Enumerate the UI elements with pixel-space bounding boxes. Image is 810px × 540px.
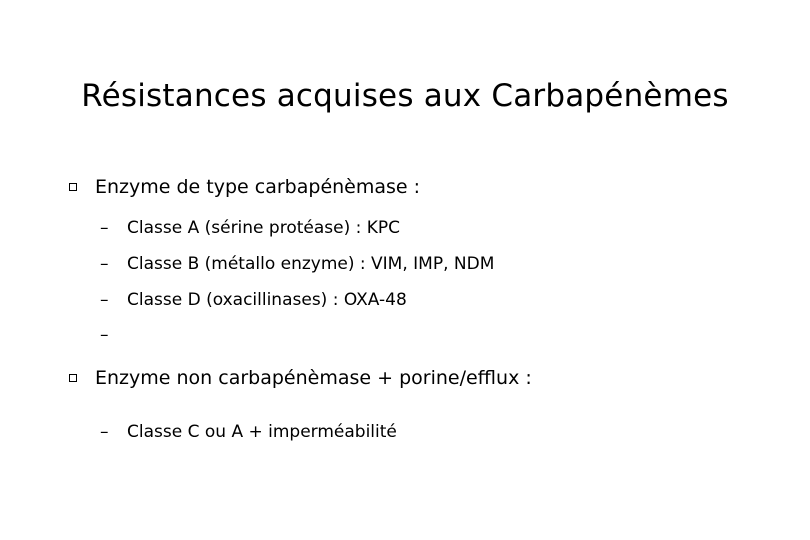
dash-bullet: – [100,422,109,442]
dash-bullet: – [100,254,109,274]
dash-bullet: – [100,290,109,310]
list-item: Classe A (sérine protéase) : KPC [127,218,401,238]
section-heading: Enzyme de type carbapénèmase : [95,176,421,198]
square-bullet-icon [69,183,77,191]
section-heading: Enzyme non carbapénèmase + porine/efflux : [95,367,532,389]
list-item: Classe D (oxacillinases) : OXA-48 [127,290,407,310]
list-item: Classe B (métallo enzyme) : VIM, IMP, NDM [127,254,495,274]
square-bullet-icon [69,374,77,382]
dash-bullet: – [100,325,109,345]
dash-bullet: – [100,218,109,238]
slide-title: Résistances acquises aux Carbapénèmes [81,78,729,114]
list-item: Classe C ou A + imperméabilité [127,422,397,442]
